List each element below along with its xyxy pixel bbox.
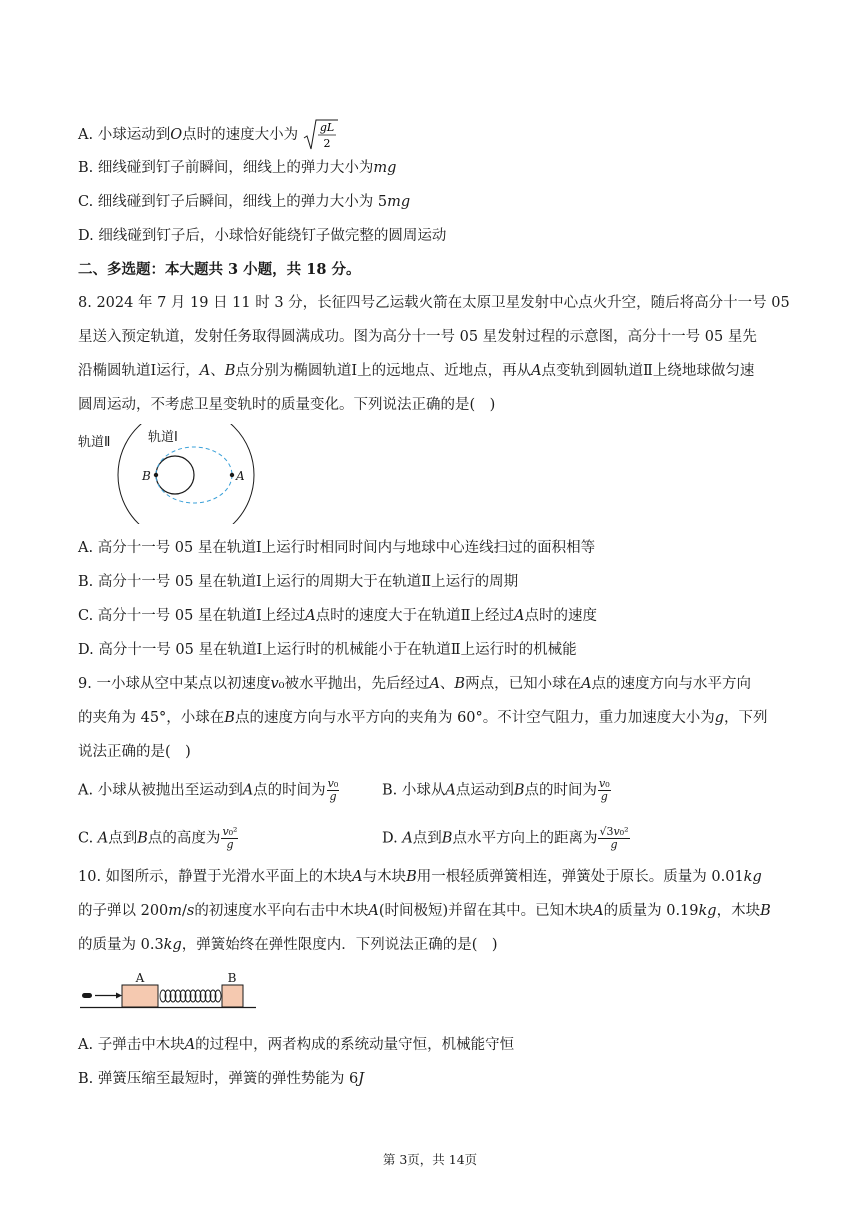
q9-option-b-text: B. 小球从𝐴点运动到𝐵点的时间为 (382, 782, 597, 799)
earth-circle (156, 456, 194, 494)
fraction-denominator: 𝑔 (329, 790, 337, 803)
q9-option-d-text: D. 𝐴点到𝐵点水平方向上的距离为 (382, 830, 598, 847)
spring-icon (160, 990, 221, 1002)
q7-option-a-mid: 点时的速度大小为 (182, 127, 299, 143)
q10-stem-line: 的质量为 0.3𝑘𝑔，弹簧始终在弹性限度内．下列说法正确的是( ) (78, 937, 498, 953)
q9-stem-line: 9. 一小球从空中某点以初速度𝑣₀被水平抛出，先后经过𝐴、𝐵两点，已知小球在𝐴点的速度方向与水平方向 (78, 676, 752, 692)
point-a-label: A (236, 469, 245, 483)
bullet-icon (82, 993, 92, 998)
sqrt-numerator: gL (319, 121, 334, 134)
block-a-label: A (135, 971, 145, 985)
block-a (122, 985, 158, 1007)
q8-option-d: D. 高分十一号 05 星在轨道Ⅰ上运行时的机械能小于在轨道Ⅱ上运行时的机械能 (78, 642, 577, 658)
fraction (327, 778, 340, 803)
fraction-numerator: √3𝑣₀² (599, 825, 629, 838)
q9-option-a (78, 778, 339, 803)
block-b-label: B (227, 971, 237, 985)
point-a-dot (230, 473, 234, 477)
q10-option-b: B. 弹簧压缩至最短时，弹簧的弹性势能为 6𝐽 (78, 1071, 365, 1087)
q8-option-b: B. 高分十一号 05 星在轨道Ⅰ上运行的周期大于在轨道Ⅱ上运行的周期 (78, 574, 519, 590)
q7-option-c: C. 细线碰到钉子后瞬间，细线上的弹力大小为 5𝑚𝑔 (78, 194, 411, 210)
q10-stem-line: 的子弹以 200𝑚/𝑠的初速度水平向右击中木块𝐴(时间极短)并留在其中。已知木块𝐴的质量为 0.19𝑘𝑔，木块𝐵 (78, 903, 771, 919)
q7-option-b: B. 细线碰到钉子前瞬间，细线上的弹力大小为𝑚𝑔 (78, 160, 397, 176)
q9-option-c (78, 826, 238, 851)
fraction (221, 826, 238, 851)
q8-stem-line: 星送入预定轨道，发射任务取得圆满成功。图为高分十一号 05 星发射过程的示意图，高分十一号 05 星先 (78, 329, 757, 345)
q7-option-a-var: O (170, 127, 183, 143)
spring-block-diagram (80, 966, 260, 1016)
q10-option-a: A. 子弹击中木块𝐴的过程中，两者构成的系统动量守恒，机械能守恒 (78, 1037, 515, 1053)
point-b-dot (154, 473, 158, 477)
q9-option-c-text: C. 𝐴点到𝐵点的高度为 (78, 830, 221, 847)
section-heading: 二、多选题：本大题共 3 小题，共 18 分。 (78, 261, 361, 278)
fraction-denominator: 𝑔 (610, 838, 618, 851)
q8-stem-line: 圆周运动，不考虑卫星变轨时的质量变化。下列说法正确的是( ) (78, 397, 496, 413)
q9-option-b (382, 778, 611, 803)
block-b (222, 985, 243, 1007)
q9-option-d (382, 826, 630, 851)
fraction-denominator: 𝑔 (600, 790, 608, 803)
q7-option-a (78, 118, 339, 152)
sqrt-denominator: 2 (323, 137, 331, 150)
q7-option-a-prefix: A. 小球运动到 (78, 127, 171, 143)
orbit-2-label: 轨道Ⅱ (78, 435, 111, 450)
page-footer: 第 3页，共 14页 (382, 1152, 478, 1167)
q9-stem-line: 的夹角为 45°，小球在𝐵点的速度方向与水平方向的夹角为 60°。不计空气阻力，重力加速度大小为𝑔，下列 (78, 710, 768, 726)
fraction-numerator: 𝑣₀ (327, 777, 339, 790)
point-b-label: B (142, 469, 151, 483)
q8-stem-line: 8. 2024 年 7 月 19 日 11 时 3 分，长征四号乙运载火箭在太原卫星发射中心点火升空，随后将高分十一号 05 (78, 295, 790, 311)
q8-option-c: C. 高分十一号 05 星在轨道Ⅰ上经过𝐴点时的速度大于在轨道Ⅱ上经过𝐴点时的速度 (78, 608, 597, 624)
q8-stem-line: 沿椭圆轨道Ⅰ运行，𝐴、𝐵点分别为椭圆轨道Ⅰ上的远地点、近地点，再从𝐴点变轨到圆轨道Ⅱ上绕地球做匀速 (78, 363, 755, 379)
q9-option-a-text: A. 小球从被抛出至运动到𝐴点的时间为 (78, 782, 326, 799)
q9-stem-line: 说法正确的是( ) (78, 744, 191, 760)
fraction (598, 826, 629, 851)
fraction (598, 778, 611, 803)
fraction-numerator: 𝑣₀² (222, 825, 238, 838)
q10-stem-line: 10. 如图所示，静置于光滑水平面上的木块𝐴与木块𝐵用一根轻质弹簧相连，弹簧处于原长。质量为 0.01𝑘𝑔 (78, 869, 762, 885)
fraction-numerator: 𝑣₀ (599, 777, 610, 790)
q7-option-d: D. 细线碰到钉子后，小球恰好能绕钉子做完整的圆周运动 (78, 228, 447, 244)
orbit-1-label: 轨道Ⅰ (148, 430, 178, 445)
orbit-diagram (76, 424, 256, 524)
sqrt-sign-icon (303, 118, 339, 152)
fraction-denominator: 𝑔 (226, 838, 234, 851)
q8-option-a: A. 高分十一号 05 星在轨道Ⅰ上运行时相同时间内与地球中心连线扫过的面积相等 (78, 540, 596, 556)
arrow-head-icon (116, 993, 122, 999)
sqrt-expression (303, 118, 339, 152)
